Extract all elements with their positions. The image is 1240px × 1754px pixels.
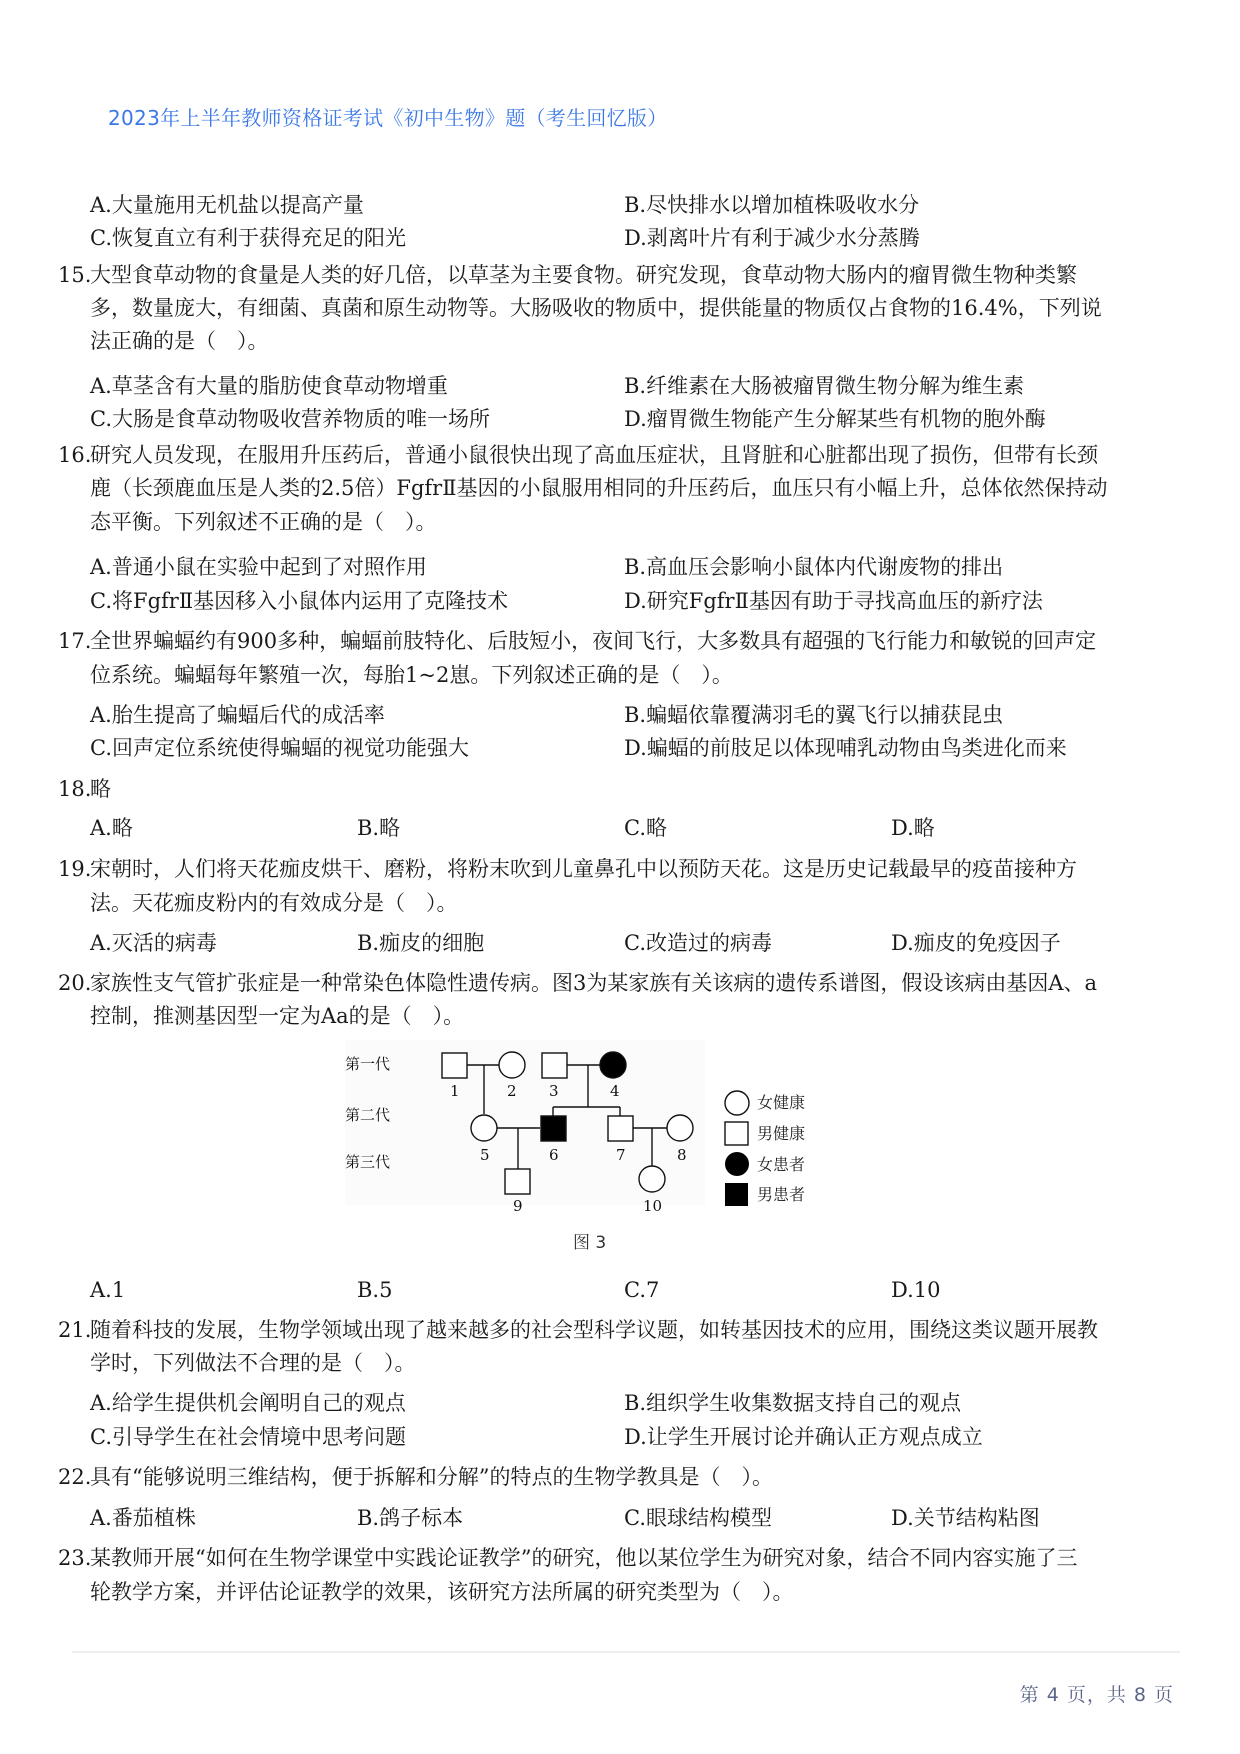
q15-option-a: A.草茎含有大量的脂肪使食草动物增重 xyxy=(90,374,448,398)
svg-text:第三代: 第三代 xyxy=(345,1153,391,1171)
svg-text:女患者: 女患者 xyxy=(757,1155,806,1174)
q21-option-d: D.让学生开展讨论并确认正方观点成立 xyxy=(624,1425,983,1449)
pedigree-legend xyxy=(725,1091,805,1206)
figure-caption: 图 3 xyxy=(573,1233,607,1253)
svg-text:7: 7 xyxy=(616,1146,626,1164)
q16-option-d: D.研究FgfrⅡ基因有助于寻找高血压的新疗法 xyxy=(624,589,1043,613)
q15-stem-line: 大型食草动物的食量是人类的好几倍，以草茎为主要食物。研究发现，食草动物大肠内的瘤胃微生物种类繁 xyxy=(90,263,1077,287)
q22-option-a: A.番茄植株 xyxy=(90,1506,196,1530)
svg-text:5: 5 xyxy=(480,1146,490,1164)
q21-option-a: A.给学生提供机会阐明自己的观点 xyxy=(90,1391,406,1415)
svg-text:2: 2 xyxy=(507,1082,517,1100)
svg-text:1: 1 xyxy=(450,1082,460,1100)
q14-option-b: B.尽快排水以增加植株吸收水分 xyxy=(624,193,920,217)
svg-text:男患者: 男患者 xyxy=(757,1185,806,1204)
q19-option-c: C.改造过的病毒 xyxy=(624,931,772,955)
q20-option-c: C.7 xyxy=(624,1278,660,1302)
q21-number: 21. xyxy=(58,1318,92,1342)
svg-text:3: 3 xyxy=(549,1082,559,1100)
q17-option-b: B.蝙蝠依靠覆满羽毛的翼飞行以捕获昆虫 xyxy=(624,703,1004,727)
q17-stem-line: 位系统。蝙蝠每年繁殖一次，每胎1~2崽。下列叙述正确的是（ ）。 xyxy=(90,663,733,687)
q22-option-c: C.眼球结构模型 xyxy=(624,1506,772,1530)
q16-option-b: B.高血压会影响小鼠体内代谢废物的排出 xyxy=(624,555,1004,579)
q16-stem-line: 研究人员发现，在服用升压药后，普通小鼠很快出现了高血压症状，且肾脏和心脏都出现了损伤，但带有长颈 xyxy=(90,443,1098,467)
q18-stem-line: 略 xyxy=(90,777,111,801)
q15-number: 15. xyxy=(58,263,92,287)
q22-stem-line: 具有“能够说明三维结构，便于拆解和分解”的特点的生物学教具是（ ）。 xyxy=(90,1465,773,1489)
q19-stem-line: 法。天花痂皮粉内的有效成分是（ ）。 xyxy=(90,891,458,915)
q23-number: 23. xyxy=(58,1546,92,1570)
q20-number: 20. xyxy=(58,971,92,995)
svg-text:第二代: 第二代 xyxy=(345,1106,391,1124)
q22-option-d: D.关节结构粘图 xyxy=(891,1506,1040,1530)
q21-stem-line: 学时，下列做法不合理的是（ ）。 xyxy=(90,1351,416,1375)
q20-stem-line: 家族性支气管扩张症是一种常染色体隐性遗传病。图3为某家族有关该病的遗传系谱图，假设该病由基因A、a xyxy=(90,971,1098,995)
q16-stem-line: 鹿（长颈鹿血压是人类的2.5倍）FgfrⅡ基因的小鼠服用相同的升压药后，血压只有小幅上升，总体依然保持动 xyxy=(90,476,1108,500)
q15-option-b: B.纤维素在大肠被瘤胃微生物分解为维生素 xyxy=(624,374,1025,398)
q20-option-a: A.1 xyxy=(90,1278,126,1302)
q15-stem-line: 多，数量庞大，有细菌、真菌和原生动物等。大肠吸收的物质中，提供能量的物质仅占食物的16.4%，下列说 xyxy=(90,296,1102,320)
q15-stem-line: 法正确的是（ ）。 xyxy=(90,329,269,353)
q21-option-b: B.组织学生收集数据支持自己的观点 xyxy=(624,1391,962,1415)
q16-option-a: A.普通小鼠在实验中起到了对照作用 xyxy=(90,555,427,579)
q23-stem-line: 某教师开展“如何在生物学课堂中实践论证教学”的研究，他以某位学生为研究对象，结合不同内容实施了三 xyxy=(90,1546,1078,1570)
q20-option-d: D.10 xyxy=(891,1278,941,1302)
q21-stem-line: 随着科技的发展，生物学领域出现了越来越多的社会型科学议题，如转基因技术的应用，围绕这类议题开展教 xyxy=(90,1318,1098,1342)
q19-stem-line: 宋朝时，人们将天花痂皮烘干、磨粉，将粉末吹到儿童鼻孔中以预防天花。这是历史记载最早的疫苗接种方 xyxy=(90,857,1077,881)
q18-option-a: A.略 xyxy=(90,816,133,840)
q22-option-b: B.鸽子标本 xyxy=(357,1506,464,1530)
q18-option-d: D.略 xyxy=(891,816,935,840)
svg-text:8: 8 xyxy=(677,1146,687,1164)
q19-number: 19. xyxy=(58,857,92,881)
q17-option-c: C.回声定位系统使得蝙蝠的视觉功能强大 xyxy=(90,736,469,760)
q16-option-c: C.将FgfrⅡ基因移入小鼠体内运用了克隆技术 xyxy=(90,589,509,613)
footer-divider xyxy=(72,1651,1180,1653)
q19-option-d: D.痂皮的免疫因子 xyxy=(891,931,1061,955)
svg-text:男健康: 男健康 xyxy=(757,1124,806,1143)
pedigree-figure xyxy=(345,1040,825,1220)
q17-option-d: D.蝙蝠的前肢足以体现哺乳动物由鸟类进化而来 xyxy=(624,736,1067,760)
svg-text:10: 10 xyxy=(643,1197,663,1215)
q20-option-b: B.5 xyxy=(357,1278,393,1302)
q15-option-c: C.大肠是食草动物吸收营养物质的唯一场所 xyxy=(90,407,490,431)
q17-stem-line: 全世界蝙蝠约有900多种，蝙蝠前肢特化、后肢短小，夜间飞行，大多数具有超强的飞行能力和敏锐的回声定 xyxy=(90,629,1097,653)
q22-number: 22. xyxy=(58,1465,92,1489)
svg-text:9: 9 xyxy=(513,1197,523,1215)
q14-option-c: C.恢复直立有利于获得充足的阳光 xyxy=(90,226,406,250)
q16-stem-line: 态平衡。下列叙述不正确的是（ ）。 xyxy=(90,510,437,534)
q14-option-d: D.剥离叶片有利于减少水分蒸腾 xyxy=(624,226,920,250)
q14-option-a: A.大量施用无机盐以提高产量 xyxy=(90,193,364,217)
svg-text:4: 4 xyxy=(610,1082,620,1100)
q19-option-b: B.痂皮的细胞 xyxy=(357,931,485,955)
svg-text:6: 6 xyxy=(549,1146,559,1164)
q16-number: 16. xyxy=(58,443,92,467)
q17-option-a: A.胎生提高了蝙蝠后代的成活率 xyxy=(90,703,385,727)
q17-number: 17. xyxy=(58,629,92,653)
q21-option-c: C.引导学生在社会情境中思考问题 xyxy=(90,1425,406,1449)
q19-option-a: A.灭活的病毒 xyxy=(90,931,217,955)
q18-option-b: B.略 xyxy=(357,816,401,840)
q18-option-c: C.略 xyxy=(624,816,667,840)
q15-option-d: D.瘤胃微生物能产生分解某些有机物的胞外酶 xyxy=(624,407,1046,431)
page-number: 第 4 页，共 8 页 xyxy=(1019,1684,1174,1706)
q18-number: 18. xyxy=(58,777,92,801)
q23-stem-line: 轮教学方案，并评估论证教学的效果，该研究方法所属的研究类型为（ ）。 xyxy=(90,1580,794,1604)
document-title: 2023年上半年教师资格证考试《初中生物》题（考生回忆版） xyxy=(108,106,668,130)
q20-stem-line: 控制，推测基因型一定为Aa的是（ ）。 xyxy=(90,1004,465,1028)
svg-text:第一代: 第一代 xyxy=(345,1055,391,1073)
svg-text:女健康: 女健康 xyxy=(757,1093,806,1112)
